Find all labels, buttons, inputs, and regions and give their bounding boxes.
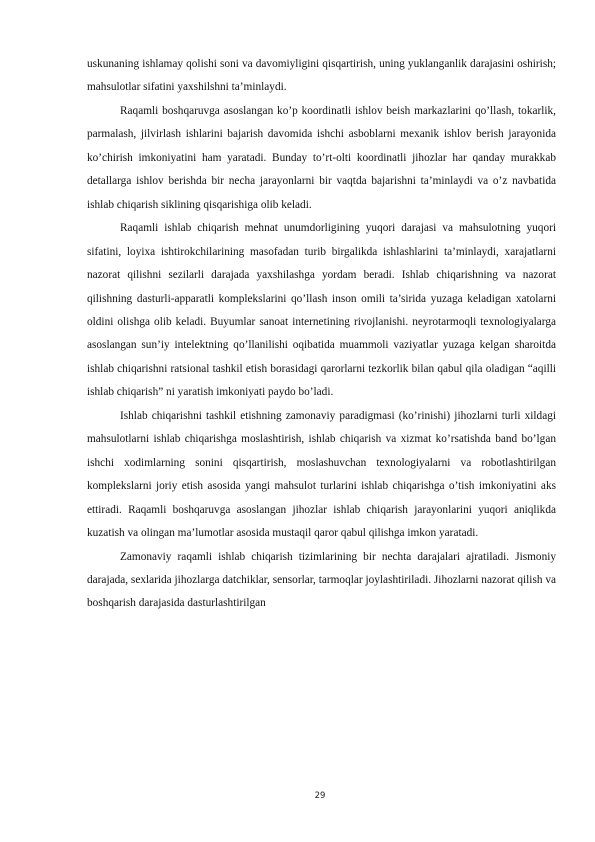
paragraph: Raqamli boshqaruvga asoslangan ko’p koordinatli ishlov beish markazlarini qo’llash, tokarlik, parmalash, jilvirlash ishlarini bajarish davomida ishchi asboblarni mexanik ishlov berish jarayonida ko’chirish imkoniyatini ham yaratadi. Bunday to’rt-olti koordinatli jihozlar har qanday murakkab detallarga ishlov berishda bir necha jarayonlarni bir vaqtda bajarishni ta’minlaydi va o’z navbatida ishlab chiqarish siklining qisqarishiga olib keladi. (87, 104, 556, 211)
paragraph: Raqamli ishlab chiqarish mehnat unumdorligining yuqori darajasi va mahsulotning yuqori sifatini, loyixa ishtirokchilarining masofadan turib birgalikda ishlashlarini ta’minlaydi, xarajatlarni nazorat qilishni sezilarli darajada yaxshilashga yordam beradi. Ishlab chiqarishning va nazorat qilishning dasturli-apparatli komplekslarini qo’llash inson omili ta’sirida yuzaga keladigan xatolarni oldini olishga olib keladi. Buyumlar sanoat internetining rivojlanishi. neyrotarmoqli texnologiyalarga asoslangan sun’iy intelektning qo’llanilishi oqibatida muammoli vaziyatlar yuzaga kelgan sharoitda ishlab chiqarishni ratsional tashkil etish borasidagi qarorlarni tezkorlik bilan qabul qila oladigan “aqilli ishlab chiqarish” ni yaratish imkoniyati paydo bo’ladi. (87, 222, 556, 399)
page-body (87, 53, 556, 616)
paragraph-continued: uskunaning ishlamay qolishi soni va davomiyligini qisqartirish, uning yuklanganlik darajasini oshirish; mahsulotlar sifatini yaxshilshni ta’minlaydi. (87, 58, 556, 94)
page-number: 29 (314, 791, 326, 801)
paragraph: Ishlab chiqarishni tashkil etishning zamonaviy paradigmasi (ko’rinishi) jihozlarni turli xildagi mahsulotlarni ishlab chiqarishga moslashtirish, ishlab chiqarish va xizmat ko’rsatishda band bo’lgan ishchi xodimlarning sonini qisqartirish, moslashuvchan texnologiyalarni va robotlashtirilgan komplekslarni joriy etish asosida yangi mahsulot turlarini ishlab chiqarishga o’tish imkoniyatini aks ettiradi. Raqamli boshqaruvga asoslangan jihozlar ishlab chiqarish jarayonlarini yuqori aniqlikda kuzatish va olingan ma’lumotlar asosida mustaqil qaror qabul qilishga imkon yaratadi. (87, 409, 556, 540)
paragraph: Zamonaviy raqamli ishlab chiqarish tizimlarining bir nechta darajalari ajratiladi. Jismoniy darajada, sexlarida jihozlarga datchiklar, sensorlar, tarmoqlar joylashtiriladi. Jihozlarni nazorat qilish va boshqarish darajasida dasturlashtirilgan (87, 550, 556, 610)
